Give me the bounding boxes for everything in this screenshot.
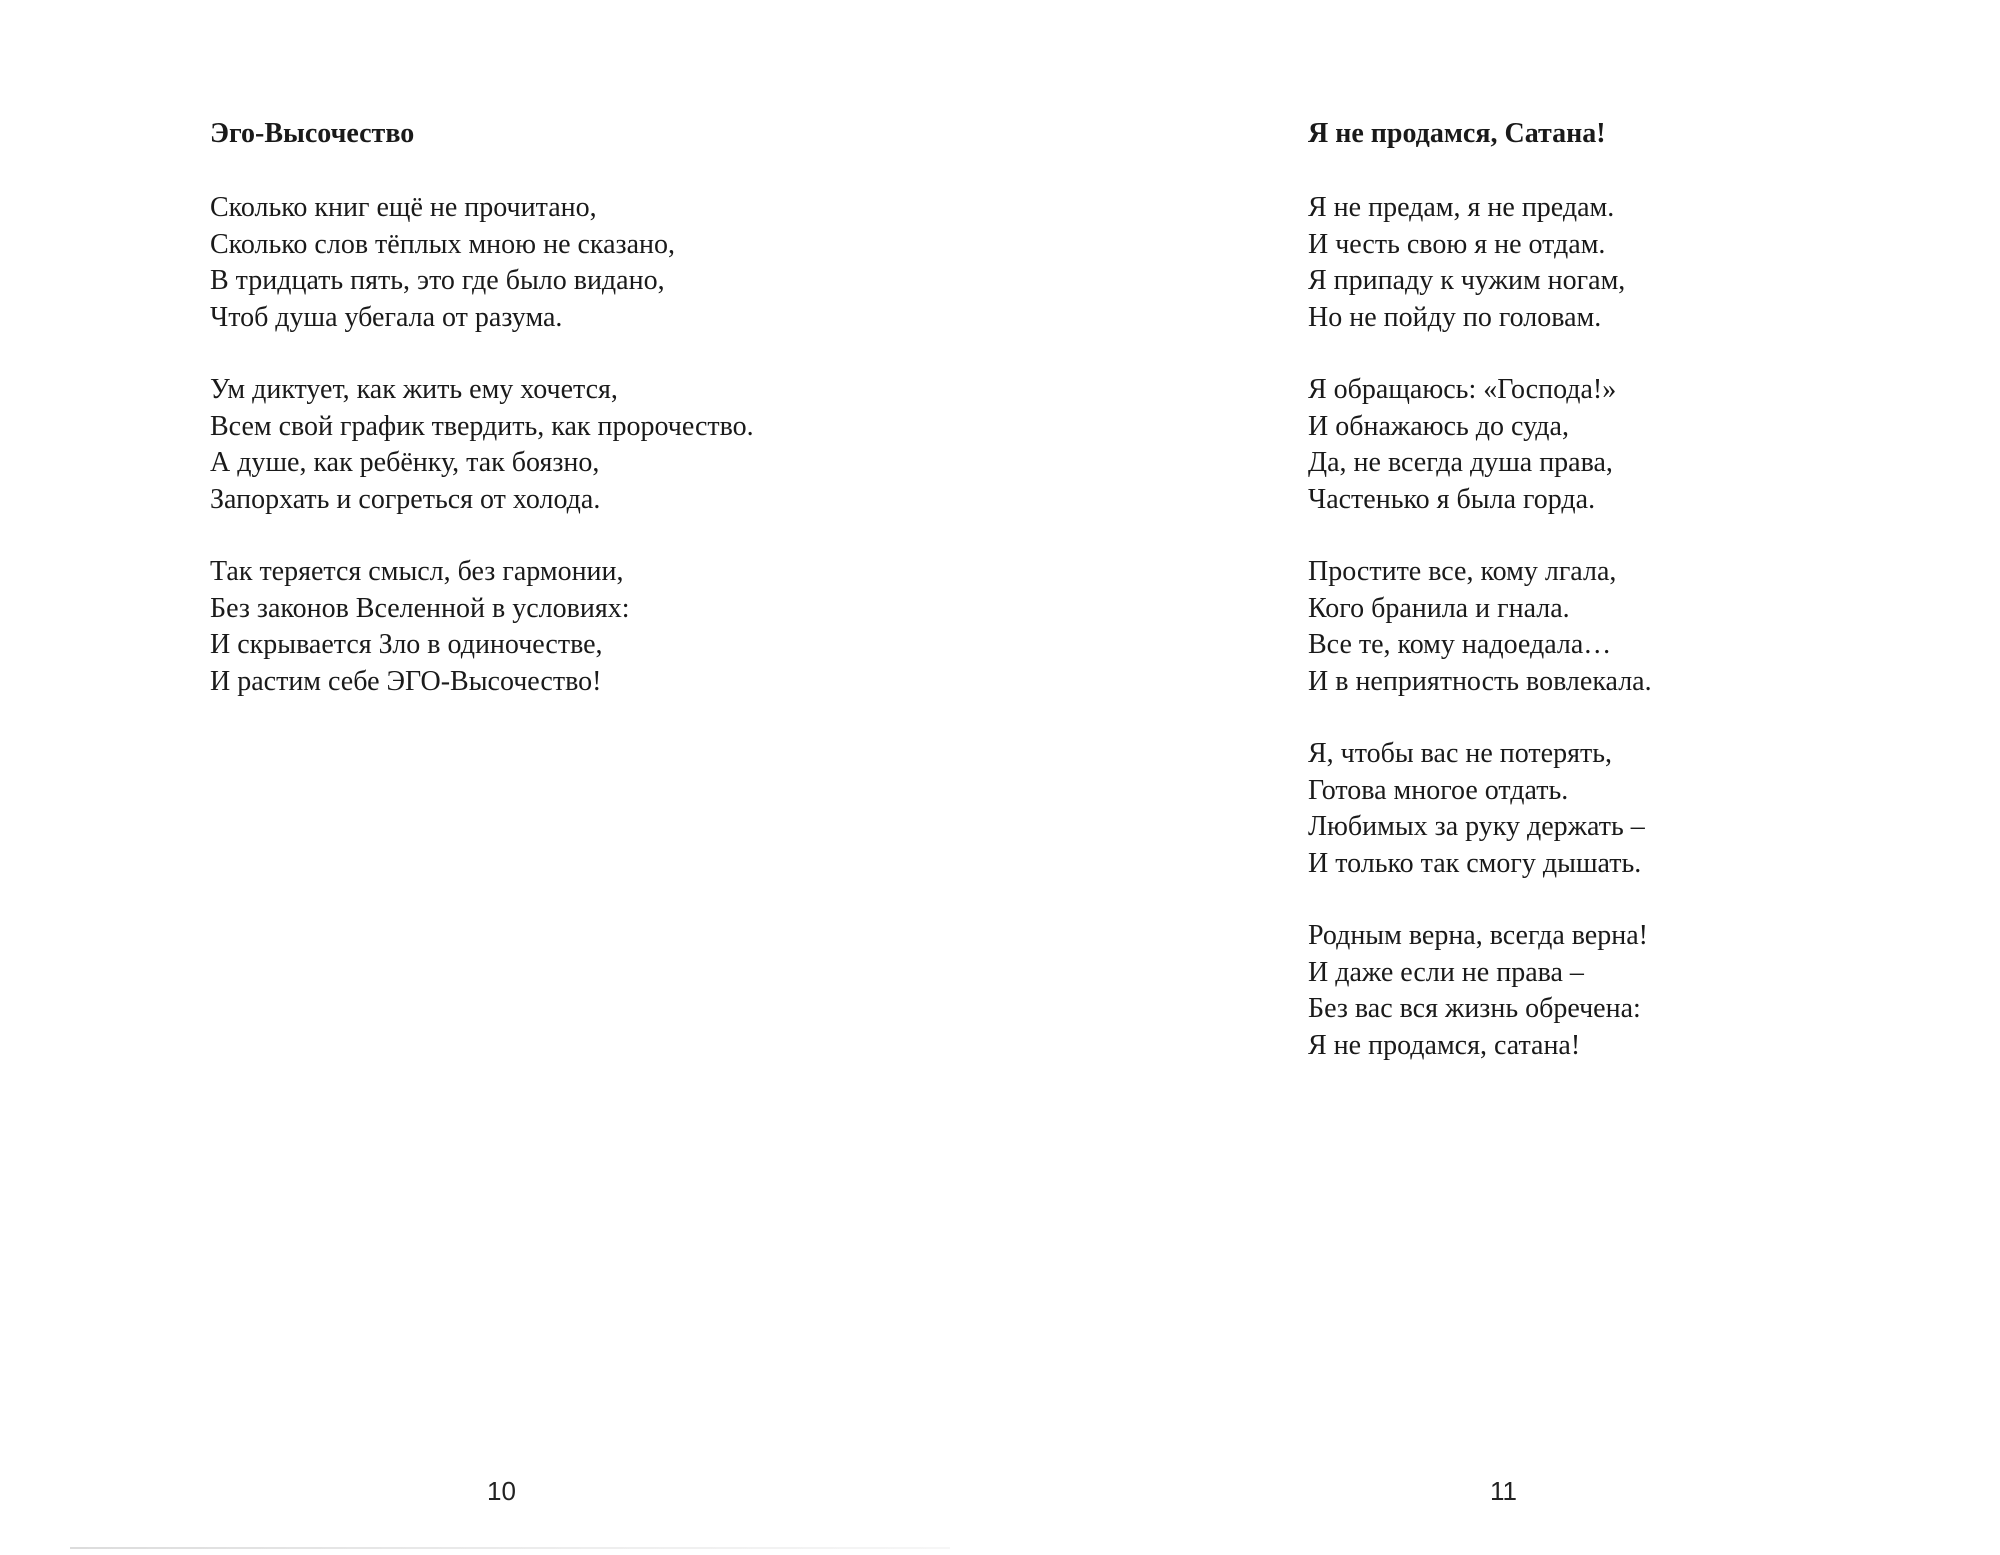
poem-line: Сколько книг ещё не прочитано, [210,192,597,223]
stanza [1308,736,1652,882]
poem-line: Чтоб душа убегала от разума. [210,301,563,333]
stanza [1308,372,1652,518]
poem-line: Без вас вся жизнь обречена: [1308,993,1641,1024]
poem-ego-highness [210,116,754,736]
poem-line: В тридцать пять, это где было видано, [210,265,665,296]
poem-line: Я не продамся, сатана! [1308,1029,1581,1061]
poem-line: Я обращаюсь: «Господа!» [1308,374,1617,405]
poem-line: Но не пойду по головам. [1308,301,1602,333]
poem-title: Я не продамся, Сатана! [1308,118,1606,149]
page-number: 10 [487,1476,516,1506]
poem-line: Родным верна, всегда верна! [1308,920,1648,951]
poem-line: Я не предам, я не предам. [1308,192,1615,223]
stanza [210,190,754,336]
poem-line: И в неприятность вовлекала. [1308,665,1652,697]
poem-line: Всем свой график твердить, как пророчество. [210,410,754,442]
poem-line: Запорхать и согреться от холода. [210,483,601,515]
poem-line: Все те, кому надоедала… [1308,629,1612,660]
stanza [1308,190,1652,336]
poem-line: И только так смогу дышать. [1308,847,1642,879]
poem-line: И растим себе ЭГО-Высочество! [210,665,602,697]
poem-line: И даже если не права – [1308,956,1584,988]
poem-title: Эго-Высочество [210,118,415,149]
poem-line: Так теряется смысл, без гармонии, [210,556,624,587]
poem-line: И скрывается Зло в одиночестве, [210,629,603,660]
poem-line: Ум диктует, как жить ему хочется, [210,374,618,405]
poem-line: Я припаду к чужим ногам, [1308,265,1626,296]
stanza [210,372,754,518]
page-edge-divider [70,1547,950,1549]
poem-line: Без законов Вселенной в условиях: [210,592,630,624]
poem-line: Частенько я была горда. [1308,483,1596,515]
poem-line: И обнажаюсь до суда, [1308,410,1569,442]
poem-i-wont-sell-out [1308,116,1652,1100]
poem-line: И честь свою я не отдам. [1308,228,1606,260]
poem-line: Я, чтобы вас не потерять, [1308,738,1612,769]
stanza [1308,554,1652,700]
poem-line: Кого бранила и гнала. [1308,592,1570,624]
poem-line: Сколько слов тёплых мною не сказано, [210,228,676,260]
poem-line: Готова многое отдать. [1308,774,1569,806]
poem-line: Простите все, кому лгала, [1308,556,1617,587]
poem-line: Да, не всегда душа права, [1308,447,1613,478]
poem-line: Любимых за руку держать – [1308,811,1645,842]
poem-line: А душе, как ребёнку, так боязно, [210,447,600,478]
stanza [1308,918,1652,1064]
page-number: 11 [1490,1476,1517,1506]
right-page [1000,0,2000,1555]
stanza [210,554,754,700]
